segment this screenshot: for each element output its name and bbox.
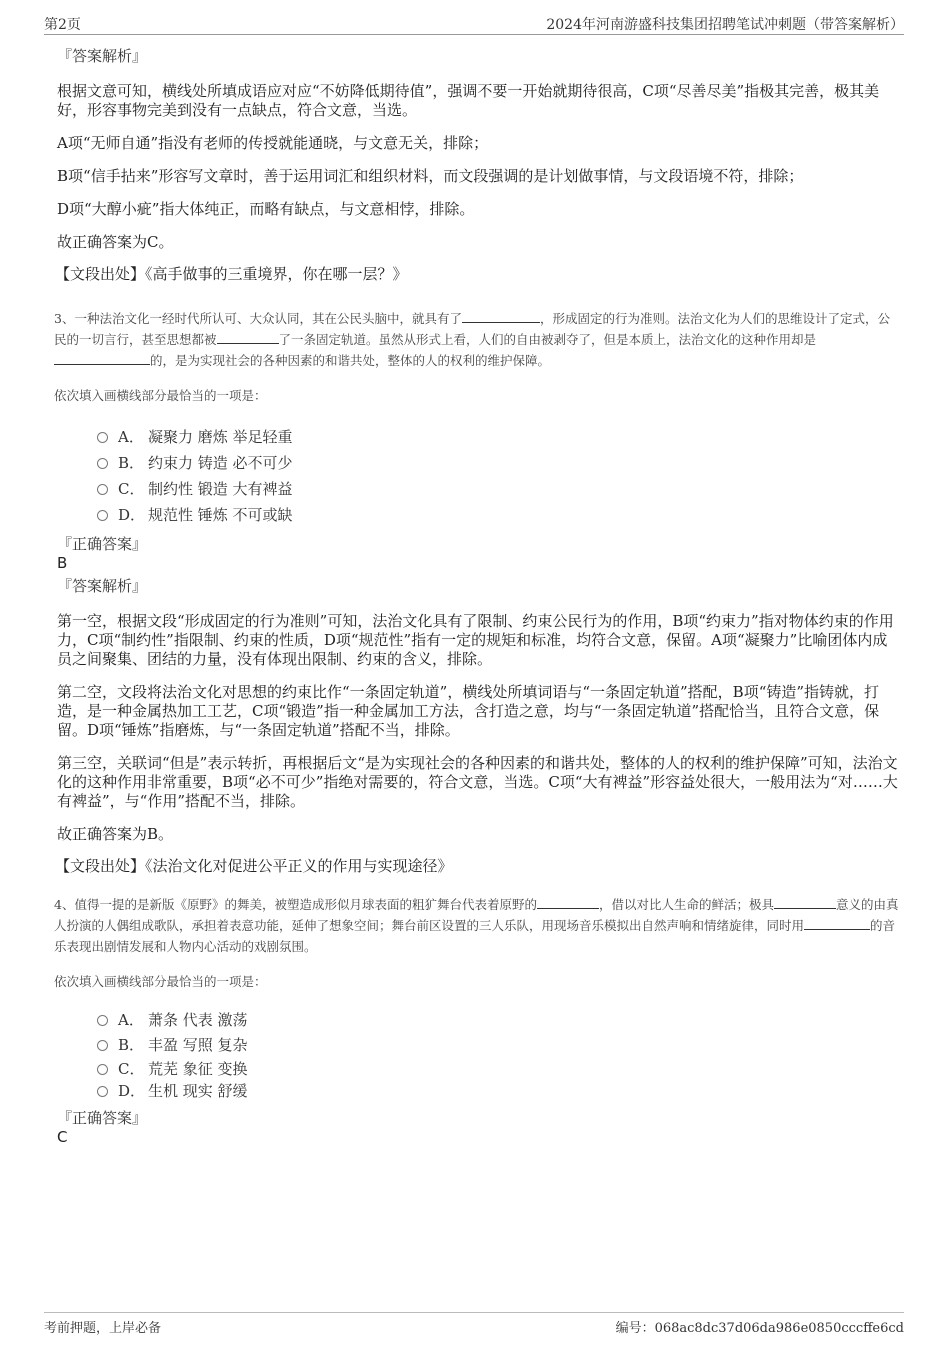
radio-icon[interactable] xyxy=(97,432,108,443)
correct-answer-label: 『正确答案』 xyxy=(57,535,148,553)
question-prompt: 依次填入画横线部分最恰当的一项是： xyxy=(54,388,267,403)
analysis-paragraph: D项“大醇小疵”指大体纯正，而略有缺点，与文意相悖，排除。 xyxy=(57,200,475,218)
question-3-options xyxy=(97,424,899,528)
analysis-paragraph: 根据文意可知，横线处所填成语应对应“不妨降低期待值”，强调不要一开始就期待很高，C项“尽善尽美”指极其完善，极其美好，形容事物完美到没有一点缺点，符合文意，当选。 xyxy=(57,82,880,119)
analysis-label: 『答案解析』 xyxy=(57,47,148,65)
radio-icon[interactable] xyxy=(97,484,108,495)
option-b[interactable]: B． 约束力 铸造 必不可少 xyxy=(97,450,899,476)
page-content xyxy=(54,44,899,1146)
analysis-conclusion: 故正确答案为C。 xyxy=(57,233,174,251)
document-id: 编号：068ac8dc37d06da986e0850cccffe6cd xyxy=(615,1321,904,1336)
blank-line xyxy=(462,310,540,323)
radio-icon[interactable] xyxy=(97,1064,108,1075)
radio-icon[interactable] xyxy=(97,1015,108,1026)
option-a[interactable]: A． 凝聚力 磨炼 举足轻重 xyxy=(97,424,899,450)
analysis-paragraph: 第二空，文段将法治文化对思想的约束比作“一条固定轨道”，横线处所填词语与“一条固定轨道”搭配，B项“铸造”指铸就，打造，是一种金属热加工工艺，C项“锻造”指一种金属加工方法，含打造之意，均与“一条固定轨道”搭配恰当，且符合文意，保留。D项“锤炼”指磨炼，与“一条固定轨道”搭配不当，排除。 xyxy=(57,683,880,739)
blank-line xyxy=(804,917,870,930)
option-c[interactable]: C． 荒芜 象征 变换 xyxy=(97,1058,899,1080)
radio-icon[interactable] xyxy=(97,1040,108,1051)
option-d[interactable]: D． 生机 现实 舒缓 xyxy=(97,1080,899,1102)
page-number: 第2页 xyxy=(44,17,81,33)
radio-icon[interactable] xyxy=(97,510,108,521)
analysis-paragraph: 第一空，根据文段“形成固定的行为准则”可知，法治文化具有了限制、约束公民行为的作用，B项“约束力”指对物体约束的作用力，C项“制约性”指限制、约束的性质，D项“规范性”指有一定的规矩和标准，均符合文意，保留。A项“凝聚力”比喻团体内成员之间聚集、团结的力量，没有体现出限制、约束的含义，排除。 xyxy=(57,612,894,668)
analysis-paragraph: A项“无师自通”指没有老师的传授就能通晓，与文意无关，排除； xyxy=(57,134,489,152)
source-citation: 【文段出处】《高手做事的三重境界，你在哪一层？》 xyxy=(55,265,408,283)
question-prompt: 依次填入画横线部分最恰当的一项是： xyxy=(54,974,267,989)
radio-icon[interactable] xyxy=(97,1086,108,1097)
question-4-text: 4、值得一提的是新版《原野》的舞美，被塑造成形似月球表面的粗犷舞台代表着原野的 ，借以对比人生命的鲜活；极具 意义的由真人扮演的人偶组成歌队，承担着表意功能，延伸了想象空间；舞台前区设置的三人乐队，用现场音乐模拟出自然声响和情绪旋律，同时用 的音乐表现出剧情发展和人物内心活动的戏剧氛围。 xyxy=(54,897,899,954)
analysis-paragraph: B项“信手拈来”形容写文章时，善于运用词汇和组织材料，而文段强调的是计划做事情，与文段语境不符，排除； xyxy=(57,167,804,185)
option-c[interactable]: C． 制约性 锻造 大有裨益 xyxy=(97,476,899,502)
blank-line xyxy=(537,896,599,909)
correct-answer: B xyxy=(57,554,68,572)
option-d[interactable]: D． 规范性 锤炼 不可或缺 xyxy=(97,502,899,528)
question-4-options xyxy=(97,1008,899,1102)
source-citation: 【文段出处】《法治文化对促进公平正义的作用与实现途径》 xyxy=(55,857,453,875)
footer-slogan: 考前押题，上岸必备 xyxy=(44,1321,162,1336)
option-b[interactable]: B． 丰盈 写照 复杂 xyxy=(97,1033,899,1058)
analysis-label: 『答案解析』 xyxy=(57,577,148,595)
document-title: 2024年河南游盛科技集团招聘笔试冲刺题（带答案解析） xyxy=(546,17,904,33)
analysis-paragraph: 第三空，关联词“但是”表示转折，再根据后文“是为实现社会的各种因素的和谐共处，整体的人的权利的维护保障”可知，法治文化的这种作用非常重要，B项“必不可少”指绝对需要的，符合文意，当选。C项“大有裨益”形容益处很大，一般用法为“对……大有裨益”，与“作用”搭配不当，排除。 xyxy=(57,754,898,810)
option-a[interactable]: A． 萧条 代表 激荡 xyxy=(97,1008,899,1033)
analysis-conclusion: 故正确答案为B。 xyxy=(57,825,174,843)
page-footer xyxy=(44,1312,904,1337)
question-3-text: 3、一种法治文化一经时代所认可、大众认同，其在公民头脑中，就具有了 ，形成固定的行为准则。法治文化为人们的思维设计了定式，公民的一切言行，甚至思想都被 了一条固定轨道。虽然从形式上看，人们的自由被剥夺了，但是本质上，法治文化的这种作用却是的，是为实现社会的各种因素的和谐共处，整体的人的权利的维护保障。 xyxy=(54,311,890,368)
radio-icon[interactable] xyxy=(97,458,108,469)
correct-answer: C xyxy=(57,1128,68,1146)
blank-line xyxy=(217,331,279,344)
blank-line xyxy=(774,896,836,909)
correct-answer-label: 『正确答案』 xyxy=(57,1109,148,1127)
blank-line xyxy=(54,352,150,365)
page-header xyxy=(44,12,904,35)
